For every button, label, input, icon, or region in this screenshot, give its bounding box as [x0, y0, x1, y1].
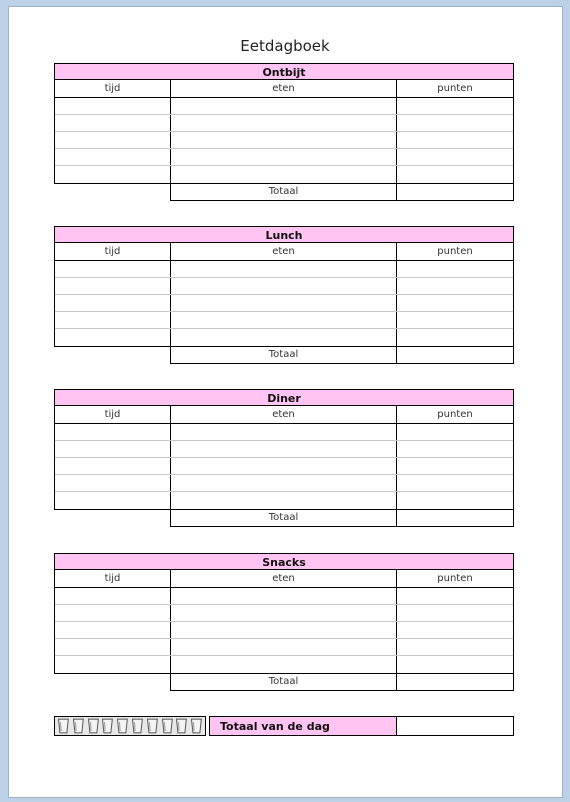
entry-row[interactable] [55, 149, 513, 166]
entry-row[interactable] [55, 312, 513, 329]
column-header-food: eten [171, 80, 397, 97]
column-header-food: eten [171, 243, 397, 260]
entry-row[interactable] [55, 98, 513, 115]
column-header-time: tijd [55, 406, 171, 423]
meal-table [54, 80, 514, 184]
page-title: Eetdagboek [240, 37, 330, 55]
column-header-food: eten [171, 570, 397, 587]
water-glass-icon[interactable] [116, 718, 129, 734]
water-glass-icon[interactable] [101, 718, 114, 734]
water-glasses-tracker [54, 716, 206, 736]
column-header-food: eten [171, 406, 397, 423]
day-total-label: Totaal van de dag [209, 716, 397, 736]
water-glass-icon[interactable] [131, 718, 144, 734]
entry-row[interactable] [55, 278, 513, 295]
meal-table [54, 243, 514, 347]
column-header-points: punten [437, 83, 473, 94]
meal-header: Lunch [54, 226, 514, 243]
water-glass-icon[interactable] [175, 718, 188, 734]
total-value-cell[interactable] [397, 347, 513, 363]
total-label: Totaal [171, 674, 397, 690]
column-header-points: punten [437, 246, 473, 257]
water-glass-icon[interactable] [72, 718, 85, 734]
column-header-time: tijd [55, 80, 171, 97]
entry-row[interactable] [55, 639, 513, 656]
water-glass-icon[interactable] [57, 718, 70, 734]
water-glass-icon[interactable] [190, 718, 203, 734]
entry-row[interactable] [55, 115, 513, 132]
day-total-bar [54, 716, 514, 736]
column-header-time: tijd [55, 570, 171, 587]
meal-header: Snacks [54, 553, 514, 570]
meal-section-lunch [54, 226, 514, 364]
entry-row[interactable] [55, 166, 513, 183]
entry-row[interactable] [55, 329, 513, 346]
entry-row[interactable] [55, 132, 513, 149]
meal-total-row [170, 674, 514, 691]
meal-table [54, 406, 514, 510]
total-value-cell[interactable] [397, 510, 513, 526]
water-glass-icon[interactable] [161, 718, 174, 734]
entry-row[interactable] [55, 261, 513, 278]
total-label: Totaal [171, 347, 397, 363]
meal-total-row [170, 347, 514, 364]
meal-header: Ontbijt [54, 63, 514, 80]
water-glass-icon[interactable] [146, 718, 159, 734]
column-header-time: tijd [55, 243, 171, 260]
column-header-points: punten [437, 409, 473, 420]
entry-row[interactable] [55, 622, 513, 639]
entry-row[interactable] [55, 295, 513, 312]
entry-row[interactable] [55, 588, 513, 605]
meal-header: Diner [54, 389, 514, 406]
column-headers [55, 406, 513, 424]
column-header-points: punten [437, 573, 473, 584]
day-total-value-cell[interactable] [397, 716, 514, 736]
meal-section-snacks [54, 553, 514, 691]
total-label: Totaal [171, 510, 397, 526]
meal-total-row [170, 184, 514, 201]
entry-row[interactable] [55, 492, 513, 509]
water-glass-icon[interactable] [87, 718, 100, 734]
meal-section-diner [54, 389, 514, 527]
total-value-cell[interactable] [397, 184, 513, 200]
total-value-cell[interactable] [397, 674, 513, 690]
meal-section-ontbijt [54, 63, 514, 201]
entry-row[interactable] [55, 475, 513, 492]
entry-row[interactable] [55, 605, 513, 622]
entry-row[interactable] [55, 458, 513, 475]
column-headers [55, 243, 513, 261]
entry-row[interactable] [55, 656, 513, 673]
meal-table [54, 570, 514, 674]
entry-row[interactable] [55, 441, 513, 458]
column-headers [55, 570, 513, 588]
meal-total-row [170, 510, 514, 527]
total-label: Totaal [171, 184, 397, 200]
column-headers [55, 80, 513, 98]
entry-row[interactable] [55, 424, 513, 441]
